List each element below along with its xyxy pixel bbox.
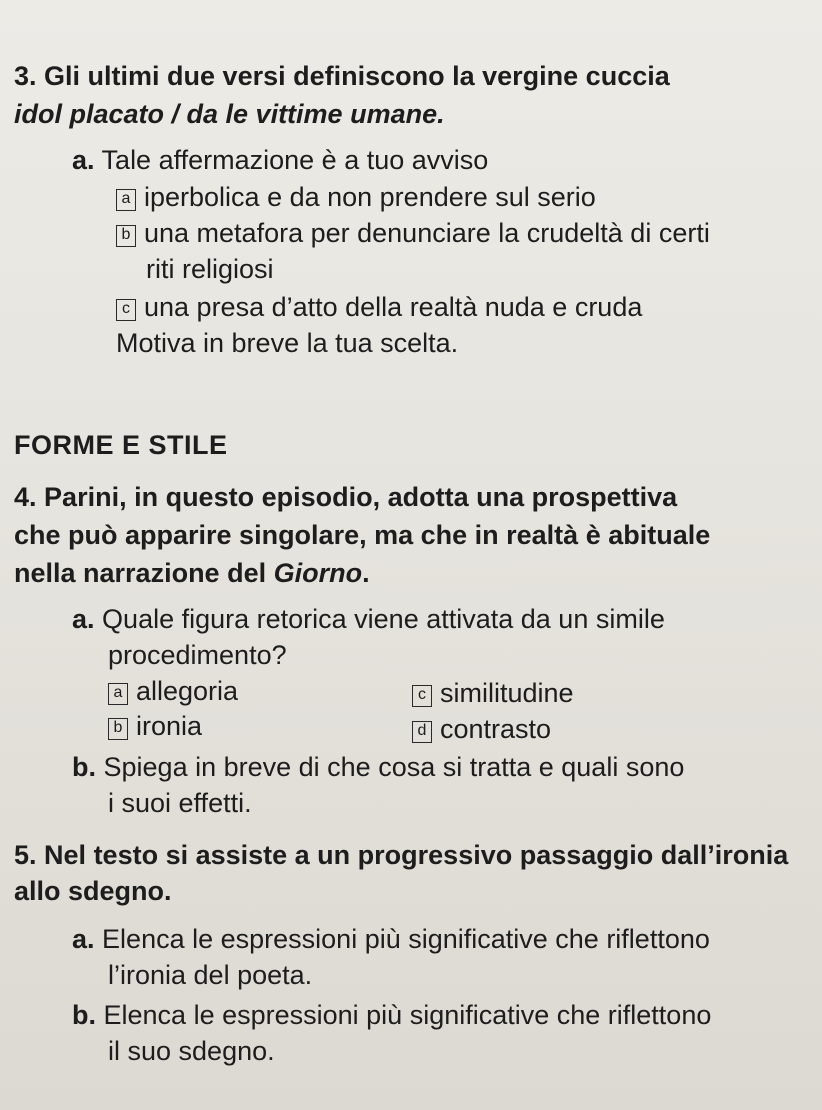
q4b-line2: i suoi effetti. — [108, 788, 252, 818]
q3-title-line1 — [14, 59, 670, 93]
q4a-option-b[interactable] — [108, 709, 202, 743]
q5b-line1-text: Elenca le espressioni più significative che riflettono — [103, 1000, 712, 1030]
q4a-line1 — [72, 602, 665, 636]
q4a-option-a-text: allegoria — [136, 676, 239, 706]
q3a-option-c[interactable] — [116, 290, 642, 324]
checkbox-b[interactable]: b — [116, 225, 136, 247]
q4-line3-suffix: . — [362, 558, 370, 588]
section-title: FORME E STILE — [14, 430, 228, 460]
q5a-line1-text: Elenca le espressioni più significative che riflettono — [102, 924, 710, 954]
q3a-option-c-text: una presa d’atto della realtà nuda e cruda — [144, 292, 643, 322]
checkbox-c[interactable]: c — [412, 685, 432, 707]
q4a-option-d-text: contrasto — [440, 714, 552, 744]
q3-title-text: Gli ultimi due versi definiscono la vergine cuccia — [44, 61, 670, 91]
q4-giorno: Giorno — [273, 558, 363, 588]
q5-line2: allo sdegno. — [14, 876, 172, 906]
checkbox-a[interactable]: a — [108, 683, 128, 705]
q5-line1-text: Nel testo si assiste a un progressivo passaggio dall’ironia — [44, 840, 789, 870]
q4b-letter: b. — [72, 752, 96, 782]
checkbox-d[interactable]: d — [412, 721, 432, 743]
q4a-line1-text: Quale figura retorica viene attivata da un simile — [102, 604, 665, 634]
q4a-option-d[interactable] — [412, 712, 551, 746]
q4-line3 — [14, 556, 370, 590]
q5a-letter: a. — [72, 924, 95, 954]
q3a-option-b[interactable] — [116, 216, 710, 250]
checkbox-c[interactable]: c — [116, 299, 136, 321]
q5-line1 — [14, 838, 788, 872]
q3a-option-a-text: iperbolica e da non prendere sul serio — [144, 182, 596, 212]
q4b-line1 — [72, 750, 684, 784]
q4-line1-text: Parini, in questo episodio, adotta una prospettiva — [44, 482, 678, 512]
q5b-letter: b. — [72, 1000, 96, 1030]
q4a-letter: a. — [72, 604, 95, 634]
q4a-option-b-text: ironia — [136, 711, 203, 741]
q3-number: 3. — [14, 61, 37, 91]
checkbox-a[interactable]: a — [116, 189, 136, 211]
checkbox-b[interactable]: b — [108, 718, 128, 740]
q3a-motivate: Motiva in breve la tua scelta. — [116, 328, 459, 358]
q3a-option-b-cont: riti religiosi — [146, 254, 274, 284]
q5b-line1 — [72, 998, 711, 1032]
q3a-option-b-text: una metafora per denunciare la crudeltà di certi — [144, 218, 710, 248]
q5b-line2: il suo sdegno. — [108, 1036, 275, 1066]
q3a-option-a[interactable] — [116, 180, 596, 214]
q4a-option-c[interactable] — [412, 676, 574, 710]
q4-line1 — [14, 480, 677, 514]
q4a-option-a[interactable] — [108, 674, 238, 708]
q5a-line2: l’ironia del poeta. — [108, 960, 313, 990]
q5-number: 5. — [14, 840, 37, 870]
q4a-option-c-text: similitudine — [440, 678, 574, 708]
q4b-line1-text: Spiega in breve di che cosa si tratta e quali sono — [103, 752, 685, 782]
q5a-line1 — [72, 922, 710, 956]
q3a-prompt — [72, 143, 488, 177]
q4-line3-prefix: nella narrazione del — [14, 558, 274, 588]
q3-title-line2: idol placato / da le vittime umane. — [14, 99, 445, 129]
q3a-letter: a. — [72, 145, 95, 175]
q4-number: 4. — [14, 482, 37, 512]
q3a-prompt-text: Tale affermazione è a tuo avviso — [101, 145, 489, 175]
q4-line2: che può apparire singolare, ma che in realtà è abituale — [14, 520, 711, 550]
q4a-line2: procedimento? — [108, 640, 287, 670]
